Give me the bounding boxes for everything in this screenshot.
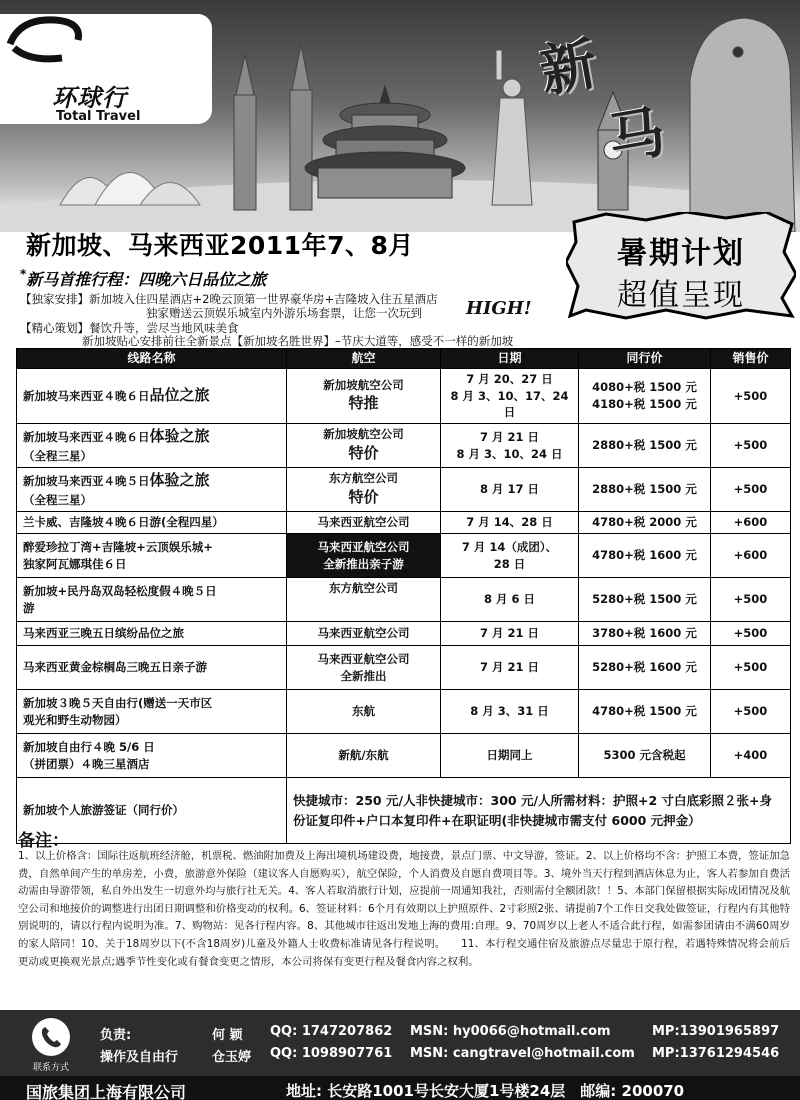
airline: 马来西亚航空公司 全新推出	[287, 646, 441, 690]
contact-mobile-2[interactable]: MP:13761294546	[652, 1046, 780, 1061]
dates: 7 月 20、27 日 8 月 3、10、17、24 日	[441, 369, 579, 424]
notes-body: 1、以上价格含：国际往返航班经济舱，机票税、燃油附加费及上海出境机场建设费，地接费，景点门票、中文导游，签证。2、以上价格均不含：护照工本费，签证加急费，自然单间产生的单房差，小费，旅游意外保险（建议客人自愿购买），航空保险，个人消费及自愿自费项目等。3、境外当天行程到酒店休息为止，客人若参加自费活动需由导游带领，私自外出发生一切意外均与旅行社无关。4、客人若取消旅行计划，应提前一周通知我社，否则需付全额团款！！5、本部门保留根据实际成团情况及航空公司和地接价的调整进行出团日期调整和价格变动的权利。6、签证材料：6个月有效期以上护照原件、2寸彩照2张、请提前7个工作日交我处做签证，行程内有其他特别说明的，请以行程内说明为准。7、购物站：见各行程内容。8、其他城市往返出发地上海的费用:自理。9、70周岁以上老人不适合此行程，如需参团请由不满60周岁的家人陪同！10、关于18周岁以下(不含18周岁)儿童及外籍人士收费标准请见各行程说明。 11、本行程交通住宿及旅游点尽量忠于原行程，若遇特殊情况将会前后更动或更换观光景点;遇季节性变化或有餐食变更之情形，本公司将保有变更行程及餐食内容之权利。	[18, 850, 790, 968]
table-header-row	[17, 349, 791, 369]
route-name: 马来西亚三晚五日缤纷品位之旅	[17, 622, 287, 646]
company-name: 国旅集团上海有限公司	[26, 1083, 187, 1100]
route-name: 醉爱珍拉丁湾+吉隆坡+云顶娱乐城+ 独家阿瓦娜琪佳６日	[17, 534, 287, 578]
badge-line-2: 超值呈现	[617, 278, 745, 313]
peer-price: 4780+税 1600 元	[579, 534, 711, 578]
table-row[interactable]	[17, 690, 791, 734]
promo-headline	[20, 267, 266, 290]
sale-price: +500	[711, 578, 791, 622]
table-row[interactable]	[17, 534, 791, 578]
route-name: 新加坡３晚５天自由行(赠送一天市区 观光和野生动物园）	[17, 690, 287, 734]
dates: 日期同上	[441, 734, 579, 778]
hero-char-ma: 马	[603, 98, 670, 174]
sale-price: +600	[711, 534, 791, 578]
table-row[interactable]	[17, 424, 791, 468]
header-route: 线路名称	[17, 349, 287, 369]
table-row[interactable]	[17, 512, 791, 534]
sale-price: +500	[711, 468, 791, 512]
table-row[interactable]	[17, 468, 791, 512]
table-row[interactable]	[17, 369, 791, 424]
brand-name-cn: 环球行	[52, 84, 127, 112]
careful-text: 餐饮升等，尝尽当地风味美食	[89, 321, 239, 335]
contact-role-2: 操作及自由行	[100, 1050, 179, 1065]
route-highlight: 品位之旅	[149, 386, 210, 405]
dates: 8 月 6 日	[441, 578, 579, 622]
contact-qq-2[interactable]: QQ: 1098907761	[270, 1046, 393, 1061]
airline: 东方航空公司	[287, 578, 441, 622]
peer-price: 4780+税 1500 元	[579, 690, 711, 734]
visa-name: 新加坡个人旅游签证（同行价）	[17, 778, 287, 844]
airline: 新加坡航空公司 特价	[287, 424, 441, 468]
contact-name-2: 仓玉婷	[212, 1050, 252, 1065]
high-label: HIGH!	[466, 298, 532, 319]
airline: 新加坡航空公司 特推	[287, 369, 441, 424]
header-dates: 日期	[441, 349, 579, 369]
contact-qq-1[interactable]: QQ: 1747207862	[270, 1024, 393, 1039]
peer-price: 2880+税 1500 元	[579, 468, 711, 512]
exclusive-text: 新加坡入住四星酒店+2晚云顶第一世界豪华房+吉隆坡入住五星酒店	[89, 292, 438, 306]
hero-char-xin: 新	[535, 30, 602, 106]
promo-star: *	[20, 267, 27, 281]
peer-price: 5280+税 1600 元	[579, 646, 711, 690]
routes-table	[16, 348, 791, 844]
sale-price: +600	[711, 512, 791, 534]
phone-icon	[32, 1018, 70, 1056]
route-highlight: 体验之旅	[149, 427, 210, 446]
careful-line2-suffix: –节庆大道等，感受不一样的新加坡	[335, 334, 514, 348]
visa-row[interactable]	[17, 778, 791, 844]
peer-price: 4780+税 2000 元	[579, 512, 711, 534]
summer-plan-badge	[566, 212, 796, 320]
contact-name-1: 何 颖	[212, 1028, 243, 1043]
dates: 7 月 21 日	[441, 622, 579, 646]
peer-price: 5300 元含税起	[579, 734, 711, 778]
header-peer-price: 同行价	[579, 349, 711, 369]
route-name: 新加坡+民丹岛双岛轻松度假４晚５日 游	[17, 578, 287, 622]
route-name: 马来西亚黄金棕榈岛三晚五日亲子游	[17, 646, 287, 690]
sale-price: +500	[711, 424, 791, 468]
contact-msn-2[interactable]: MSN: cangtravel@hotmail.com	[410, 1046, 635, 1061]
route-name: 新加坡马来西亚４晚６日体验之旅 （全程三星）	[17, 424, 287, 468]
airline-tag: 全新推出亲子游	[323, 556, 404, 571]
peer-price: 2880+税 1500 元	[579, 424, 711, 468]
contact-role-1: 负责:	[100, 1028, 132, 1043]
sale-price: +500	[711, 622, 791, 646]
route-name: 兰卡威、吉隆坡４晚６日游(全程四星）	[17, 512, 287, 534]
exclusive-tag: 【独家安排】	[20, 292, 89, 306]
dates: 7 月 14（成团）、 28 日	[441, 534, 579, 578]
table-row[interactable]	[17, 646, 791, 690]
contact-mobile-1[interactable]: MP:13901965897	[652, 1024, 780, 1039]
airline-tag: 特价	[348, 443, 379, 462]
route-name: 新加坡马来西亚４晚５日体验之旅 （全程三星）	[17, 468, 287, 512]
dates: 8 月 3、31 日	[441, 690, 579, 734]
table-row[interactable]	[17, 622, 791, 646]
airline: 马来西亚航空公司	[287, 622, 441, 646]
airline-tag: 特价	[348, 487, 379, 506]
careful-tag: 【精心策划】	[20, 321, 89, 335]
careful-line-2	[82, 333, 513, 349]
peer-price: 5280+税 1500 元	[579, 578, 711, 622]
airline: 马来西亚航空公司 全新推出亲子游	[287, 534, 441, 578]
visa-details: 快捷城市：250 元/人非快捷城市：300 元/人所需材料：护照+2 寸白底彩照２张+身份证复印件+户口本复印件+在职证明(非快捷城市需支付 6000 元押金）	[287, 778, 791, 844]
sale-price: +400	[711, 734, 791, 778]
contact-block	[26, 1018, 76, 1073]
sale-price: +500	[711, 690, 791, 734]
table-row[interactable]	[17, 578, 791, 622]
airline-tag: 特推	[348, 394, 379, 413]
contact-footer	[0, 1010, 800, 1100]
route-highlight: 体验之旅	[149, 471, 210, 490]
globe-swirl-icon	[0, 14, 90, 66]
sale-price: +500	[711, 646, 791, 690]
company-bar	[0, 1076, 800, 1100]
peer-price: 3780+税 1600 元	[579, 622, 711, 646]
careful-line2-tag: 【新加坡名胜世界】	[231, 334, 335, 348]
airline: 马来西亚航空公司	[287, 512, 441, 534]
dates: 8 月 17 日	[441, 468, 579, 512]
company-address: 地址: 长安路1001号长安大厦1号楼24层 邮编: 200070	[286, 1082, 685, 1100]
airline-tag: 全新推出	[340, 668, 387, 683]
airline: 东方航空公司 特价	[287, 468, 441, 512]
dates: 7 月 21 日	[441, 646, 579, 690]
badge-line-1: 暑期计划	[617, 236, 745, 271]
careful-line2-prefix: 新加坡贴心安排前往全新景点	[82, 334, 232, 348]
peer-price: 4080+税 1500 元 4180+税 1500 元	[579, 369, 711, 424]
header-sale-price: 销售价	[711, 349, 791, 369]
dates: 7 月 21 日 8 月 3、10、24 日	[441, 424, 579, 468]
brand-name-en: Total Travel	[56, 109, 141, 124]
contact-msn-1[interactable]: MSN: hy0066@hotmail.com	[410, 1024, 611, 1039]
page-title: 新加坡、马来西亚2011年7、8月	[26, 231, 414, 260]
brand-logo[interactable]	[0, 14, 212, 124]
sale-price: +500	[711, 369, 791, 424]
notes-title: 备注：	[18, 831, 69, 851]
contact-label: 联系方式	[32, 1063, 69, 1073]
airline: 东航	[287, 690, 441, 734]
route-name: 新加坡自由行４晚 5/6 日 （拼团票）４晚三星酒店	[17, 734, 287, 778]
dates: 7 月 14、28 日	[441, 512, 579, 534]
hero-banner	[0, 0, 800, 232]
route-name: 新加坡马来西亚４晚６日品位之旅	[17, 369, 287, 424]
airline: 新航/东航	[287, 734, 441, 778]
table-row[interactable]	[17, 734, 791, 778]
promo-text: 新马首推行程：四晚六日品位之旅	[26, 270, 267, 289]
exclusive-line-2: 独家赠送云顶娱乐城室内外游乐场套票，让您一次玩到	[146, 306, 422, 320]
header-airline: 航空	[287, 349, 441, 369]
